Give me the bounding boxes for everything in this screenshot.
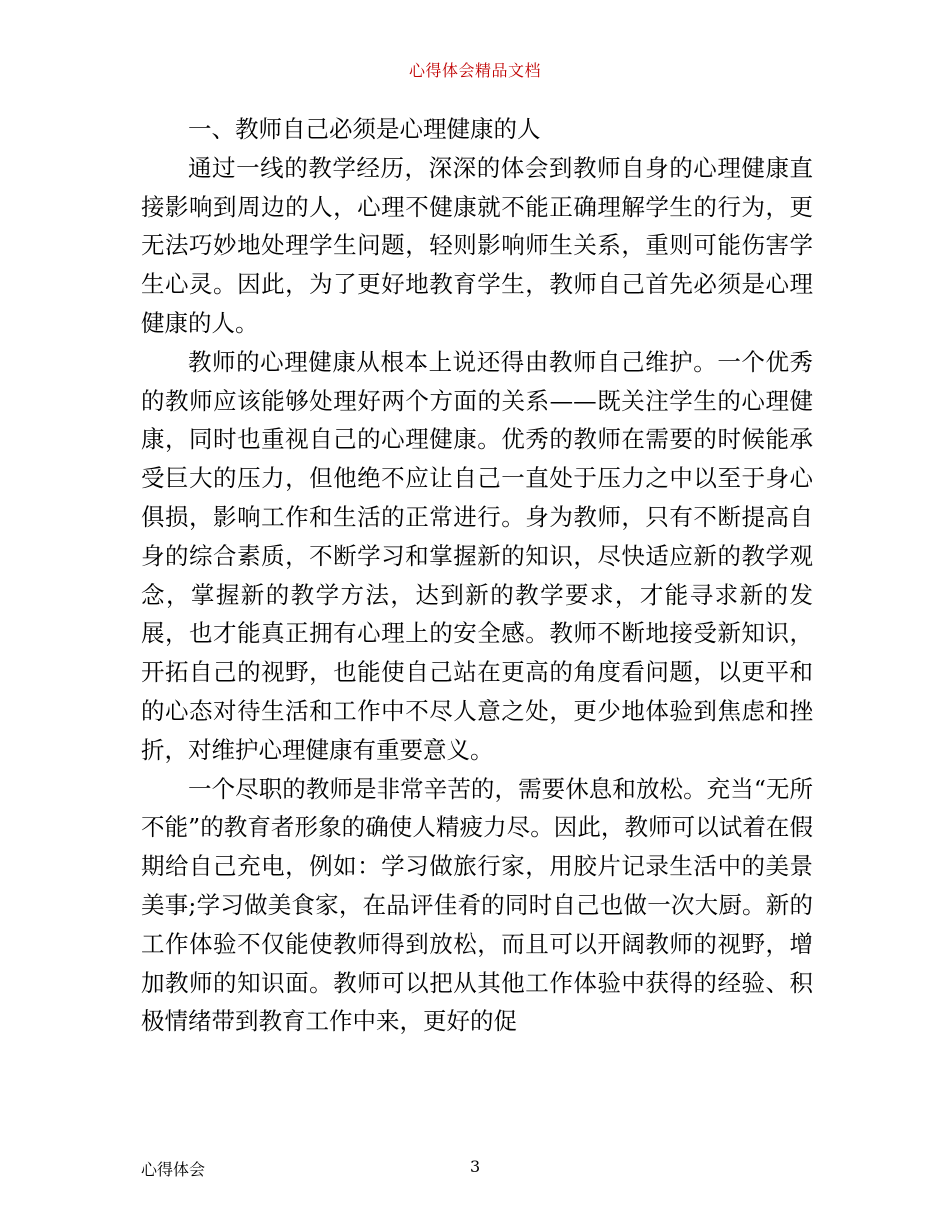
footer-label: 心得体会 xyxy=(141,1160,206,1179)
body-paragraph: 通过一线的教学经历，深深的体会到教师自身的心理健康直接影响到周边的人，心理不健康就不能正确理解学生的行为，更无法巧妙地处理学生问题，轻则影响师生关系，重则可能伤害学生心灵。因此，为了更好地教育学生，教师自己首先必须是心理健康的人。 xyxy=(141,153,813,337)
page-header-title: 心得体会精品文档 xyxy=(408,61,541,80)
body-paragraph: 教师的心理健康从根本上说还得由教师自己维护。一个优秀的教师应该能够处理好两个方面的关系——既关注学生的心理健康，同时也重视自己的心理健康。优秀的教师在需要的时候能承受巨大的压力，但他绝不应让自己一直处于压力之中以至于身心俱损，影响工作和生活的正常进行。身为教师，只有不断提高自身的综合素质，不断学习和掌握新的知识，尽快适应新的教学观念，掌握新的教学方法，达到新的教学要求，才能寻求新的发展，也才能真正拥有心理上的安全感。教师不断地接受新知识，开拓自己的视野，也能使自己站在更高的角度看问题，以更平和的心态对待生活和工作中不尽人意之处，更少地体验到焦虑和挫折，对维护心理健康有重要意义。 xyxy=(141,347,813,764)
body-paragraph: 一个尽职的教师是非常辛苦的，需要休息和放松。充当“无所不能”的教育者形象的确使人精疲力尽。因此，教师可以试着在假期给自己充电，例如：学习做旅行家，用胶片记录生活中的美景美事;学习做美食家，在品评佳肴的同时自己也做一次大厨。新的工作体验不仅能使教师得到放松，而且可以开阔教师的视野，增加教师的知识面。教师可以把从其他工作体验中获得的经验、积极情绪带到教育工作中来，更好的促 xyxy=(141,774,813,1036)
section-heading: 一、教师自己必须是心理健康的人 xyxy=(188,115,541,143)
document-body xyxy=(141,110,813,1041)
page-number: 3 xyxy=(470,1157,481,1176)
